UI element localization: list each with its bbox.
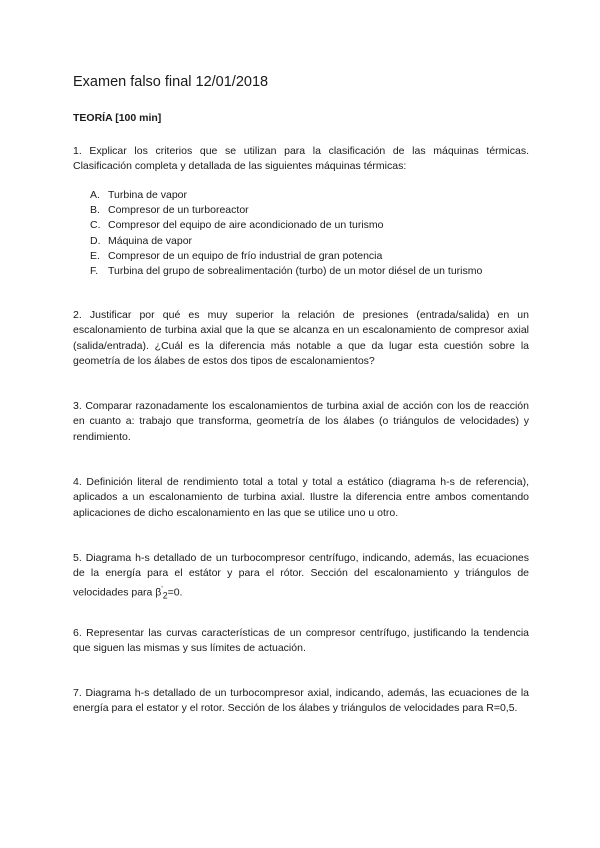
question-6: 6. Representar las curvas características de un compresor centrífugo, justificando la tendencia que siguen las mismas y sus límites de actuación. (73, 627, 529, 655)
list-letter: C. (90, 219, 101, 232)
beta-prime: ' (161, 585, 163, 593)
list-item (90, 203, 482, 218)
section-heading: TEORÍA [100 min] (73, 112, 162, 124)
question-5-end: =0. (167, 586, 183, 599)
list-label: Compresor de un equipo de frío industrial de gran potencia (108, 249, 383, 262)
question-2: 2. Justificar por qué es muy superior la relación de presiones (entrada/salida) en un escalonamiento de turbina axial que la que se alcanza en un escalonamiento de compresor axial (salida/entrada). ¿Cuál es la diferencia más notable a que da lugar esta cuestión sobre la geometría de los álabes de estos dos tipos de escalonamientos? (73, 309, 529, 368)
list-item (90, 234, 482, 249)
list-letter: A. (90, 189, 100, 201)
list-label: Compresor del equipo de aire acondicionado de un turismo (108, 219, 384, 232)
list-label: Compresor de un turboreactor (108, 204, 249, 217)
question-4: 4. Definición literal de rendimiento total a total y total a estático (diagrama h-s de referencia), aplicados a un escalonamiento de turbina axial. Ilustre la diferencia entre ambos comentando aplicaciones de dicho escalonamiento en las que se utilice uno u otro. (73, 476, 529, 519)
question-1: 1. Explicar los criterios que se utilizan para la clasificación de las máquinas térmicas. Clasificación completa y detallada de las siguientes máquinas térmicas: (73, 145, 529, 173)
list-letter: F. (90, 265, 99, 278)
list-item (90, 264, 482, 279)
question-3: 3. Comparar razonadamente los escalonamientos de turbina axial de acción con los de reacción en cuanto a: trabajo que transforma, geometría de los álabes (o triángulos de velocidades) y rendimiento. (73, 400, 529, 443)
list-item (90, 218, 482, 233)
list-letter: E. (90, 249, 100, 262)
list-label: Turbina del grupo de sobrealimentación (turbo) de un motor diésel de un turismo (108, 265, 483, 278)
list-label: Máquina de vapor (108, 234, 193, 247)
list-item (90, 249, 482, 264)
machine-list (90, 188, 482, 279)
question-7: 7. Diagrama h-s detallado de un turbocompresor axial, indicando, además, las ecuaciones de la energía para el estator y el rotor. Sección de los álabes y triángulos de velocidades para R=0,5. (73, 687, 529, 715)
question-5-text: 5. Diagrama h-s detallado de un turbocompresor centrífugo, indicando, además, las ecuaciones de la energía para el estátor y para el rótor. Sección del escalonamiento y triángulos de velocidades para β (73, 552, 529, 599)
beta-subscript: 2 (162, 590, 168, 601)
question-5 (73, 551, 529, 604)
list-item (90, 188, 482, 203)
list-letter: D. (90, 234, 101, 247)
exam-title: Examen falso final 12/01/2018 (73, 74, 269, 90)
list-label: Turbina de vapor (108, 189, 187, 201)
list-letter: B. (90, 204, 100, 217)
